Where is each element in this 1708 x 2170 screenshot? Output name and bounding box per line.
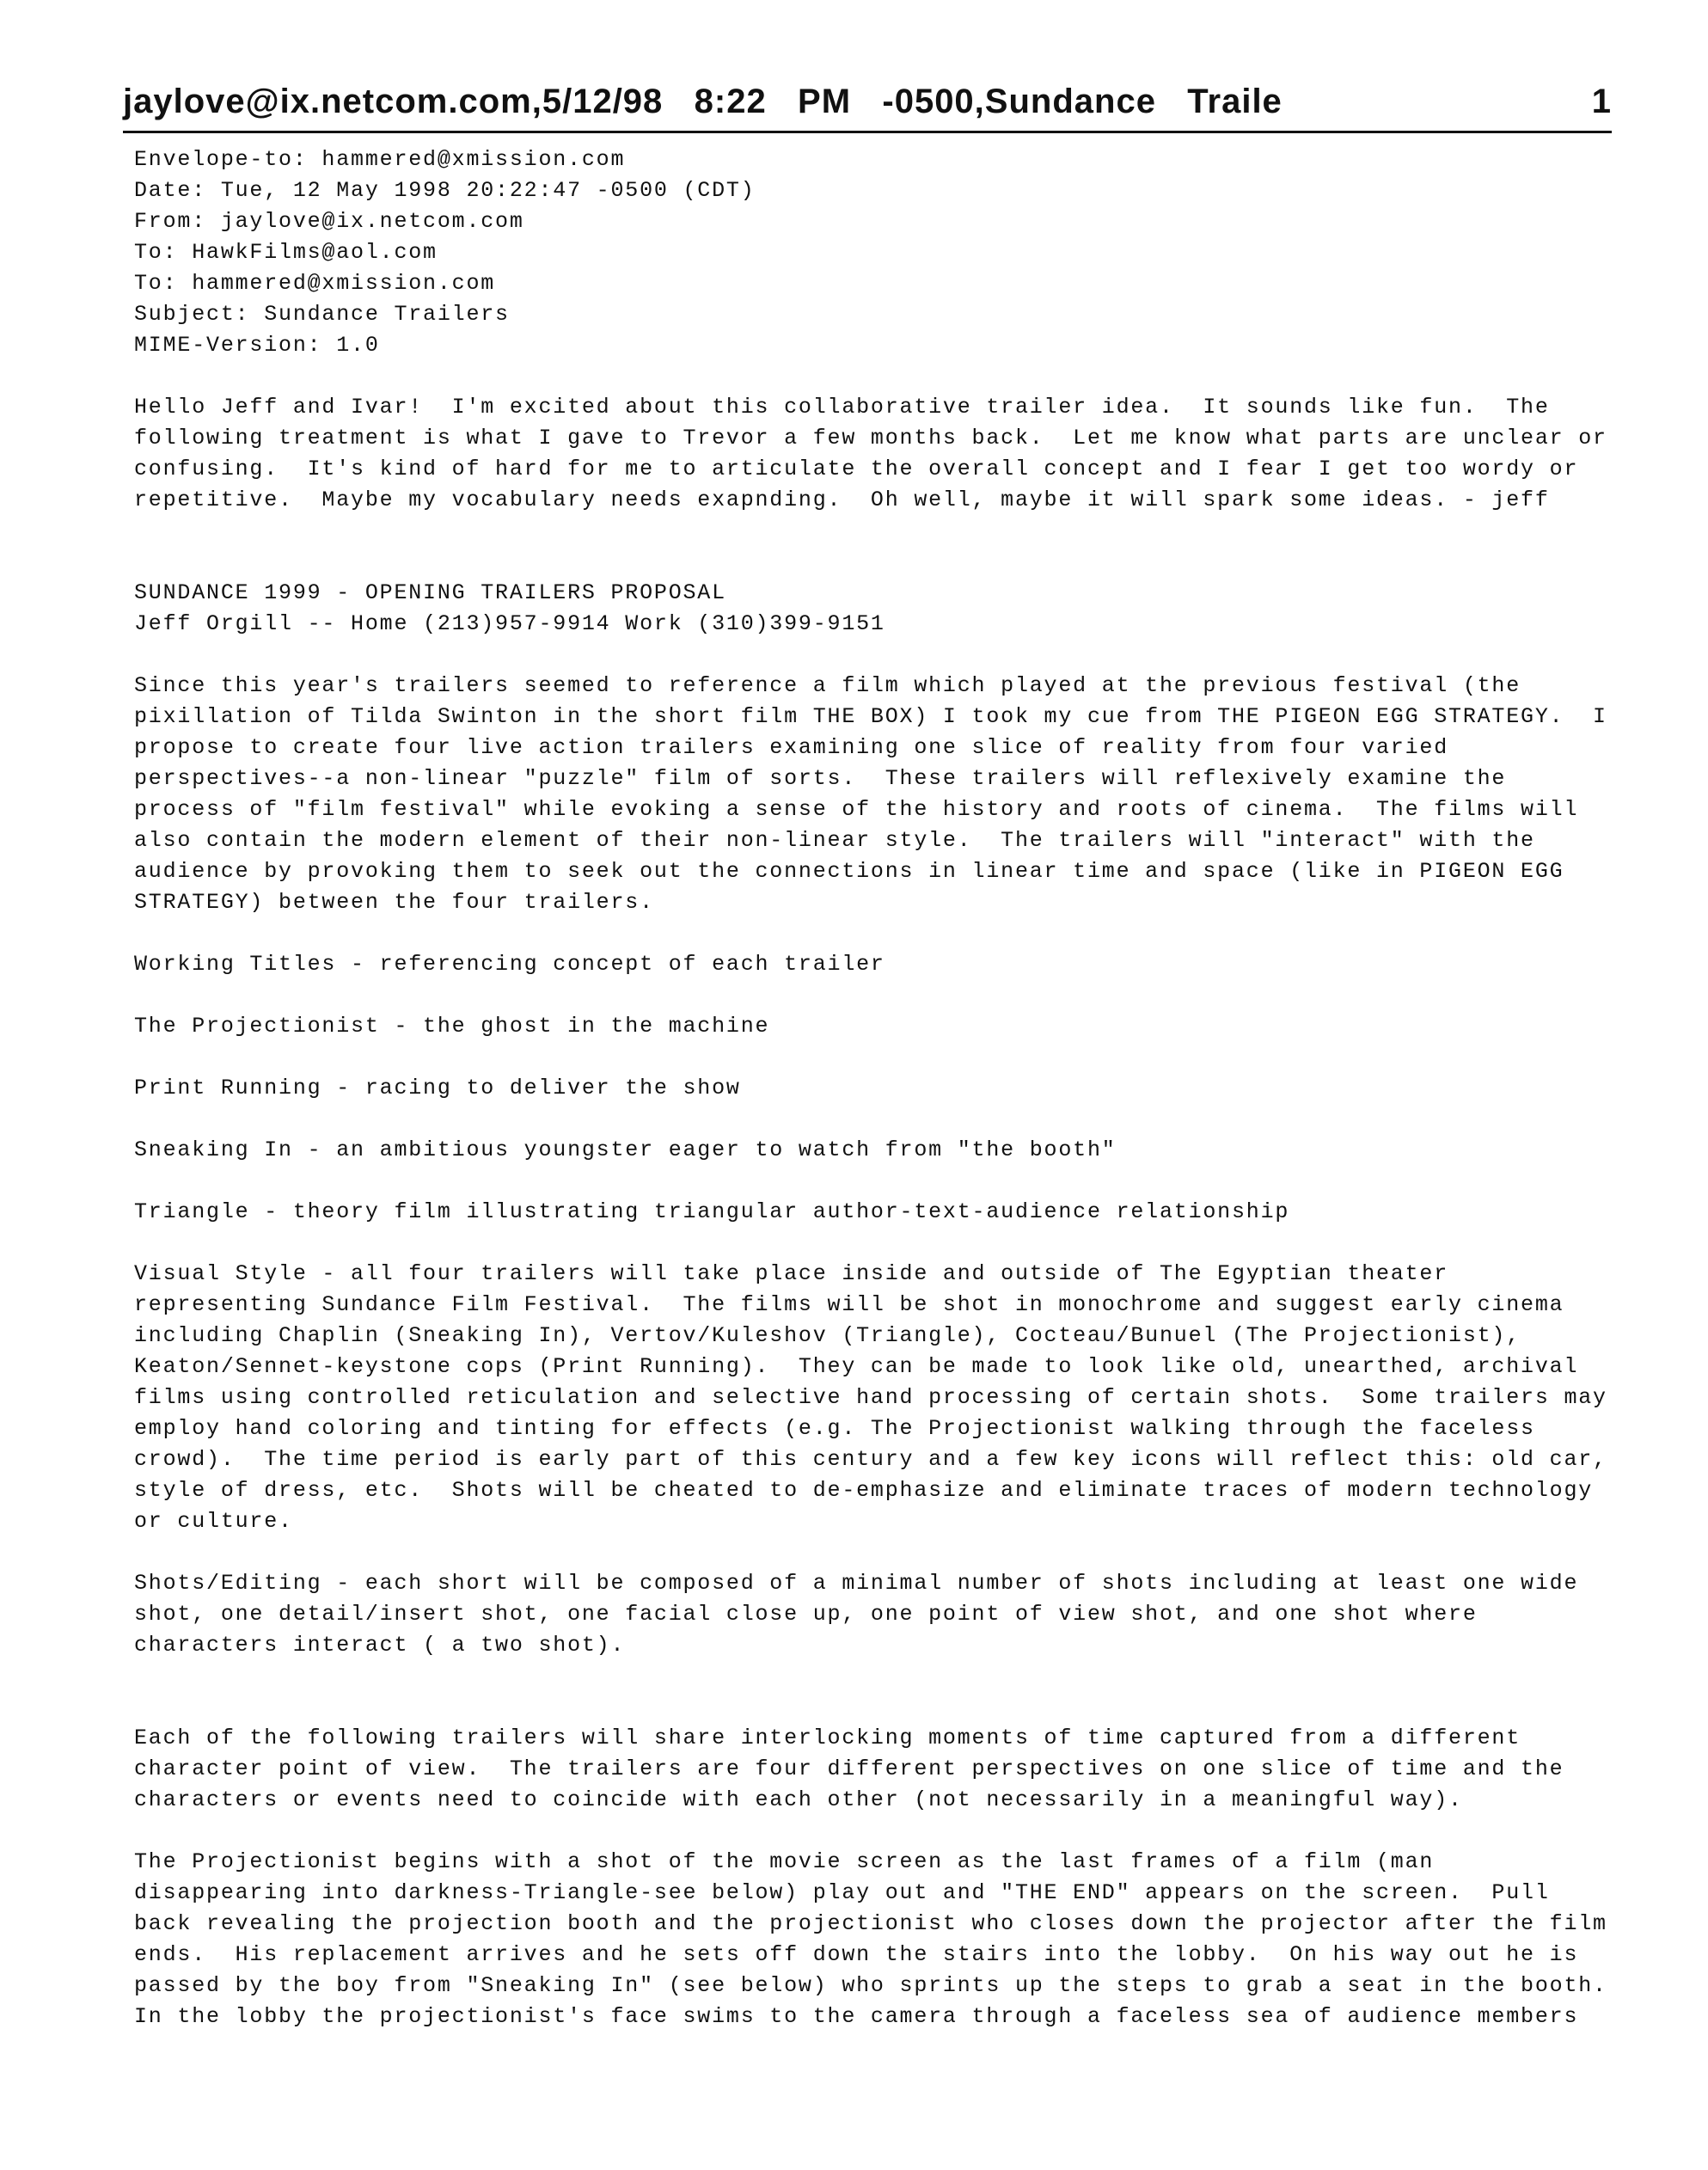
text-line: repetitive. Maybe my vocabulary needs exapnding. Oh well, maybe it will spark some ideas. - jeff [134,487,1550,512]
text-line: back revealing the projection booth and the projectionist who closes down the projector after the film [134,1911,1607,1936]
header-envelope-to: Envelope-to: hammered@xmission.com [134,147,626,172]
header-to-hammered: To: hammered@xmission.com [134,271,496,296]
text-line: crowd). The time period is early part of this century and a few key icons will reflect this: old car, [134,1447,1607,1472]
text-line: The Projectionist begins with a shot of the movie screen as the last frames of a film (man [134,1849,1435,1874]
text-line: Visual Style - all four trailers will take place inside and outside of The Egyptian theater [134,1261,1449,1286]
text-line: Keaton/Sennet-keystone cops (Print Running). They can be made to look like old, unearthed, archival [134,1354,1579,1379]
text-line: process of "film festival" while evoking a sense of the history and roots of cinema. The films will [134,797,1579,822]
header-subject: Subject: Sundance Trailers [134,302,510,327]
text-line: characters interact ( a two shot). [134,1633,626,1658]
text-line: following treatment is what I gave to Trevor a few months back. Let me know what parts are unclear or [134,426,1607,451]
text-line: Hello Jeff and Ivar! I'm excited about this collaborative trailer idea. It sounds like fun. The [134,395,1550,420]
text-line: disappearing into darkness-Triangle-see below) play out and "THE END" appears on the screen. Pull [134,1880,1550,1905]
text-line: perspectives--a non-linear "puzzle" film of sorts. These trailers will reflexively examine the [134,766,1507,791]
text-line: shot, one detail/insert shot, one facial close up, one point of view shot, and one shot where [134,1602,1478,1627]
title-print-running: Print Running - racing to deliver the show [134,1076,741,1100]
title-projectionist: The Projectionist - the ghost in the machine [134,1014,770,1039]
title-triangle: Triangle - theory film illustrating triangular author-text-audience relationship [134,1199,1290,1224]
text-line: passed by the boy from "Sneaking In" (see below) who sprints up the steps to grab a seat in the booth. [134,1973,1607,1998]
header-title: jaylove@ix.netcom.com,5/12/98 8:22 PM -0500,Sundance Traile [123,83,1283,120]
page-number: 1 [1591,83,1612,120]
proposal-title: SUNDANCE 1999 - OPENING TRAILERS PROPOSAL [134,580,726,605]
header-date: Date: Tue, 12 May 1998 20:22:47 -0500 (CDT) [134,178,756,203]
text-line: confusing. It's kind of hard for me to articulate the overall concept and I fear I get too wordy or [134,457,1579,481]
text-line: Shots/Editing - each short will be composed of a minimal number of shots including at least one wide [134,1571,1579,1596]
text-line: films using controlled reticulation and selective hand processing of certain shots. Some trailers may [134,1385,1607,1410]
text-line: including Chaplin (Sneaking In), Vertov/Kuleshov (Triangle), Cocteau/Bunuel (The Projectionist), [134,1323,1521,1348]
text-line: STRATEGY) between the four trailers. [134,890,654,915]
header-from: From: jaylove@ix.netcom.com [134,209,524,234]
working-titles-heading: Working Titles - referencing concept of each trailer [134,952,885,977]
proposal-contact: Jeff Orgill -- Home (213)957-9914 Work (310)399-9151 [134,611,885,636]
text-line: Since this year's trailers seemed to reference a film which played at the previous festival (the [134,673,1521,698]
header-mime-version: MIME-Version: 1.0 [134,333,380,358]
shots-editing-paragraph [134,1568,1613,1661]
email-body [134,144,1613,2032]
text-line: employ hand coloring and tinting for effects (e.g. The Projectionist walking through the faceless [134,1416,1535,1441]
proposal-heading [134,578,1613,640]
page-header [123,79,1612,133]
email-headers [134,144,1613,361]
text-line: ends. His replacement arrives and he sets off down the stairs into the lobby. On his way out he is [134,1942,1579,1967]
text-line: audience by provoking them to seek out the connections in linear time and space (like in PIGEON EGG [134,859,1564,884]
text-line: pixillation of Tilda Swinton in the short film THE BOX) I took my cue from THE PIGEON EGG STRATEGY. I [134,704,1607,729]
title-sneaking-in: Sneaking In - an ambitious youngster eager to watch from "the booth" [134,1137,1117,1162]
text-line: character point of view. The trailers are four different perspectives on one slice of time and the [134,1756,1564,1781]
text-line: In the lobby the projectionist's face swims to the camera through a faceless sea of audience members [134,2004,1579,2029]
text-line: representing Sundance Film Festival. The films will be shot in monochrome and suggest early cinema [134,1292,1564,1317]
intro-paragraph [134,392,1613,516]
text-line: propose to create four live action trailers examining one slice of reality from four varied [134,735,1449,760]
visual-style-paragraph [134,1259,1613,1537]
intro-proposal-paragraph [134,671,1613,918]
each-trailer-paragraph [134,1723,1613,1816]
header-to-hawkfilms: To: HawkFilms@aol.com [134,240,438,265]
text-line: or culture. [134,1509,293,1534]
text-line: characters or events need to coincide with each other (not necessarily in a meaningful way). [134,1787,1463,1812]
text-line: Each of the following trailers will share interlocking moments of time captured from a different [134,1726,1521,1750]
projectionist-paragraph [134,1847,1613,2032]
text-line: also contain the modern element of their non-linear style. The trailers will "interact" with the [134,828,1535,853]
text-line: style of dress, etc. Shots will be cheated to de-emphasize and eliminate traces of modern technology [134,1478,1594,1503]
